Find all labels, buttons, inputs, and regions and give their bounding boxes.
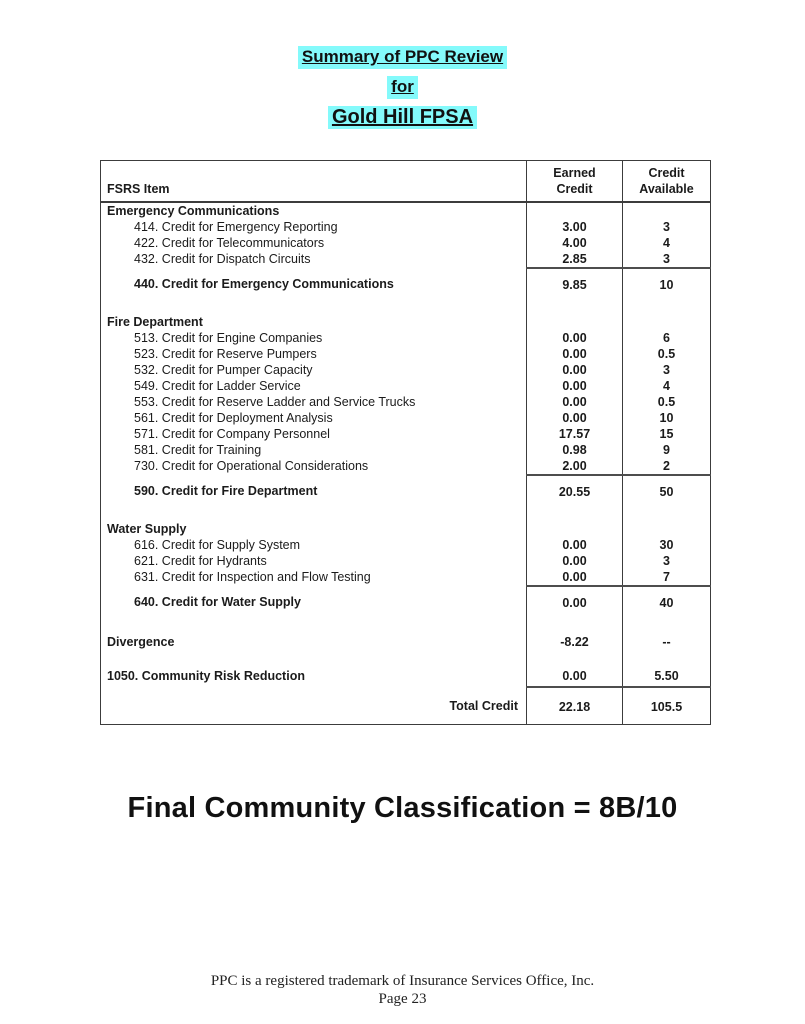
table-row bbox=[101, 330, 711, 346]
column-header-credit-available-label: Credit Available bbox=[639, 166, 694, 196]
credit-available-cell: 4 bbox=[623, 378, 711, 394]
table-row bbox=[101, 586, 711, 618]
fsrs-item-cell: 631. Credit for Inspection and Flow Testing bbox=[134, 570, 371, 584]
credit-available-cell: 15 bbox=[623, 426, 711, 442]
credit-available-cell: 3 bbox=[623, 219, 711, 235]
title-line-summary: Summary of PPC Review bbox=[298, 46, 507, 69]
table-body bbox=[101, 202, 711, 725]
column-header-credit-available bbox=[623, 161, 711, 203]
earned-credit-cell: 0.00 bbox=[527, 378, 623, 394]
column-header-earned-credit-label: Earned Credit bbox=[553, 166, 596, 196]
fsrs-item-cell bbox=[101, 507, 527, 521]
fsrs-item-cell: 422. Credit for Telecommunicators bbox=[134, 236, 325, 250]
earned-credit-cell: 4.00 bbox=[527, 235, 623, 251]
fsrs-item-cell: Emergency Communications bbox=[107, 204, 280, 218]
fsrs-item-cell: 414. Credit for Emergency Reporting bbox=[134, 220, 338, 234]
document-title-block bbox=[0, 46, 805, 136]
table-row bbox=[101, 569, 711, 586]
earned-credit-cell bbox=[527, 618, 623, 632]
earned-credit-cell: 0.00 bbox=[527, 586, 623, 618]
earned-credit-cell: 0.00 bbox=[527, 346, 623, 362]
earned-credit-cell: 2.00 bbox=[527, 458, 623, 475]
footer-trademark-line: PPC is a registered trademark of Insurance Services Office, Inc. bbox=[210, 973, 595, 989]
fsrs-item-cell: 730. Credit for Operational Considerations bbox=[134, 459, 369, 473]
credit-available-cell: 7 bbox=[623, 569, 711, 586]
earned-credit-cell: 0.00 bbox=[527, 362, 623, 378]
fsrs-item-cell: 553. Credit for Reserve Ladder and Service Trucks bbox=[134, 395, 416, 409]
credit-available-cell: 3 bbox=[623, 251, 711, 268]
credit-available-cell bbox=[623, 521, 711, 537]
earned-credit-cell: 0.00 bbox=[527, 666, 623, 687]
fsrs-item-cell: 513. Credit for Engine Companies bbox=[134, 331, 323, 345]
earned-credit-cell: 0.00 bbox=[527, 537, 623, 553]
earned-credit-cell bbox=[527, 652, 623, 666]
credit-available-cell: 2 bbox=[623, 458, 711, 475]
earned-credit-cell: 0.00 bbox=[527, 330, 623, 346]
table-row bbox=[101, 314, 711, 330]
earned-credit-cell: 2.85 bbox=[527, 251, 623, 268]
title-row bbox=[0, 46, 805, 69]
table-row bbox=[101, 632, 711, 652]
credit-available-cell: 50 bbox=[623, 475, 711, 507]
credit-available-cell: 0.5 bbox=[623, 346, 711, 362]
credit-available-cell: 9 bbox=[623, 442, 711, 458]
earned-credit-cell bbox=[527, 202, 623, 219]
table-row bbox=[101, 442, 711, 458]
table-spacer-row bbox=[101, 507, 711, 521]
final-classification-heading: Final Community Classification = 8B/10 bbox=[127, 792, 678, 824]
fsrs-item-cell: 532. Credit for Pumper Capacity bbox=[134, 363, 313, 377]
fsrs-item-cell bbox=[101, 652, 527, 666]
earned-credit-cell bbox=[527, 300, 623, 314]
table-row bbox=[101, 666, 711, 687]
table-row bbox=[101, 521, 711, 537]
earned-credit-cell: 0.00 bbox=[527, 410, 623, 426]
credit-available-cell: 30 bbox=[623, 537, 711, 553]
title-row bbox=[0, 76, 805, 99]
earned-credit-cell: 9.85 bbox=[527, 268, 623, 300]
title-row bbox=[0, 106, 805, 129]
table-row bbox=[101, 410, 711, 426]
fsrs-item-cell: 616. Credit for Supply System bbox=[134, 538, 301, 552]
fsrs-item-cell: Divergence bbox=[107, 635, 175, 649]
credit-available-cell: 3 bbox=[623, 362, 711, 378]
credit-available-cell bbox=[623, 618, 711, 632]
credit-available-cell: 10 bbox=[623, 268, 711, 300]
credit-available-cell bbox=[623, 300, 711, 314]
table-row bbox=[101, 235, 711, 251]
earned-credit-cell: 0.00 bbox=[527, 553, 623, 569]
title-line-for: for bbox=[387, 76, 418, 99]
credit-available-cell: 6 bbox=[623, 330, 711, 346]
credit-available-cell: 5.50 bbox=[623, 666, 711, 687]
credit-available-cell: 10 bbox=[623, 410, 711, 426]
table-spacer-row bbox=[101, 300, 711, 314]
footer-page-number: Page 23 bbox=[378, 991, 427, 1007]
fsrs-item-cell: 1050. Community Risk Reduction bbox=[107, 669, 305, 683]
table-row bbox=[101, 219, 711, 235]
credit-available-cell: 3 bbox=[623, 553, 711, 569]
column-header-earned-credit bbox=[527, 161, 623, 203]
fsrs-item-cell: 440. Credit for Emergency Communications bbox=[134, 277, 394, 291]
earned-credit-cell: 0.00 bbox=[527, 569, 623, 586]
page-footer bbox=[0, 972, 805, 1008]
fsrs-item-cell: 432. Credit for Dispatch Circuits bbox=[134, 252, 311, 266]
credit-available-cell: 0.5 bbox=[623, 394, 711, 410]
earned-credit-cell: 3.00 bbox=[527, 219, 623, 235]
credit-available-cell: 4 bbox=[623, 235, 711, 251]
credit-available-cell bbox=[623, 507, 711, 521]
fsrs-item-cell: 621. Credit for Hydrants bbox=[134, 554, 267, 568]
table-row bbox=[101, 202, 711, 219]
earned-credit-cell: 20.55 bbox=[527, 475, 623, 507]
earned-credit-cell: 17.57 bbox=[527, 426, 623, 442]
credit-available-cell: 105.5 bbox=[623, 687, 711, 725]
table-row bbox=[101, 394, 711, 410]
earned-credit-cell bbox=[527, 314, 623, 330]
fsrs-item-cell: Water Supply bbox=[107, 522, 187, 536]
fsrs-item-cell: Total Credit bbox=[449, 699, 518, 713]
credit-available-cell: 40 bbox=[623, 586, 711, 618]
fsrs-item-cell: Fire Department bbox=[107, 315, 203, 329]
fsrs-item-cell bbox=[101, 618, 527, 632]
earned-credit-cell bbox=[527, 507, 623, 521]
earned-credit-cell bbox=[527, 521, 623, 537]
credit-available-cell bbox=[623, 202, 711, 219]
table-header-row bbox=[101, 161, 711, 203]
table-row bbox=[101, 537, 711, 553]
table-row bbox=[101, 687, 711, 725]
table-row bbox=[101, 553, 711, 569]
table-row bbox=[101, 475, 711, 507]
table-row bbox=[101, 346, 711, 362]
table-spacer-row bbox=[101, 618, 711, 632]
table-row bbox=[101, 268, 711, 300]
fsrs-item-cell: 571. Credit for Company Personnel bbox=[134, 427, 330, 441]
fsrs-item-cell bbox=[101, 300, 527, 314]
fsrs-item-cell: 549. Credit for Ladder Service bbox=[134, 379, 301, 393]
table-row bbox=[101, 426, 711, 442]
column-header-fsrs-item: FSRS Item bbox=[101, 161, 527, 203]
earned-credit-cell: 0.98 bbox=[527, 442, 623, 458]
fsrs-item-cell: 561. Credit for Deployment Analysis bbox=[134, 411, 333, 425]
earned-credit-cell: -8.22 bbox=[527, 632, 623, 652]
table-spacer-row bbox=[101, 652, 711, 666]
title-line-community-name: Gold Hill FPSA bbox=[328, 106, 477, 129]
table-row bbox=[101, 362, 711, 378]
table-row bbox=[101, 458, 711, 475]
credit-available-cell: -- bbox=[623, 632, 711, 652]
earned-credit-cell: 22.18 bbox=[527, 687, 623, 725]
fsrs-item-cell: 590. Credit for Fire Department bbox=[134, 484, 318, 498]
table-row bbox=[101, 378, 711, 394]
fsrs-item-cell: 523. Credit for Reserve Pumpers bbox=[134, 347, 317, 361]
credit-available-cell bbox=[623, 314, 711, 330]
earned-credit-cell: 0.00 bbox=[527, 394, 623, 410]
table-row bbox=[101, 251, 711, 268]
credit-available-cell bbox=[623, 652, 711, 666]
fsrs-item-cell: 640. Credit for Water Supply bbox=[134, 595, 301, 609]
fsrs-item-cell: 581. Credit for Training bbox=[134, 443, 262, 457]
ppc-summary-table bbox=[100, 160, 711, 725]
